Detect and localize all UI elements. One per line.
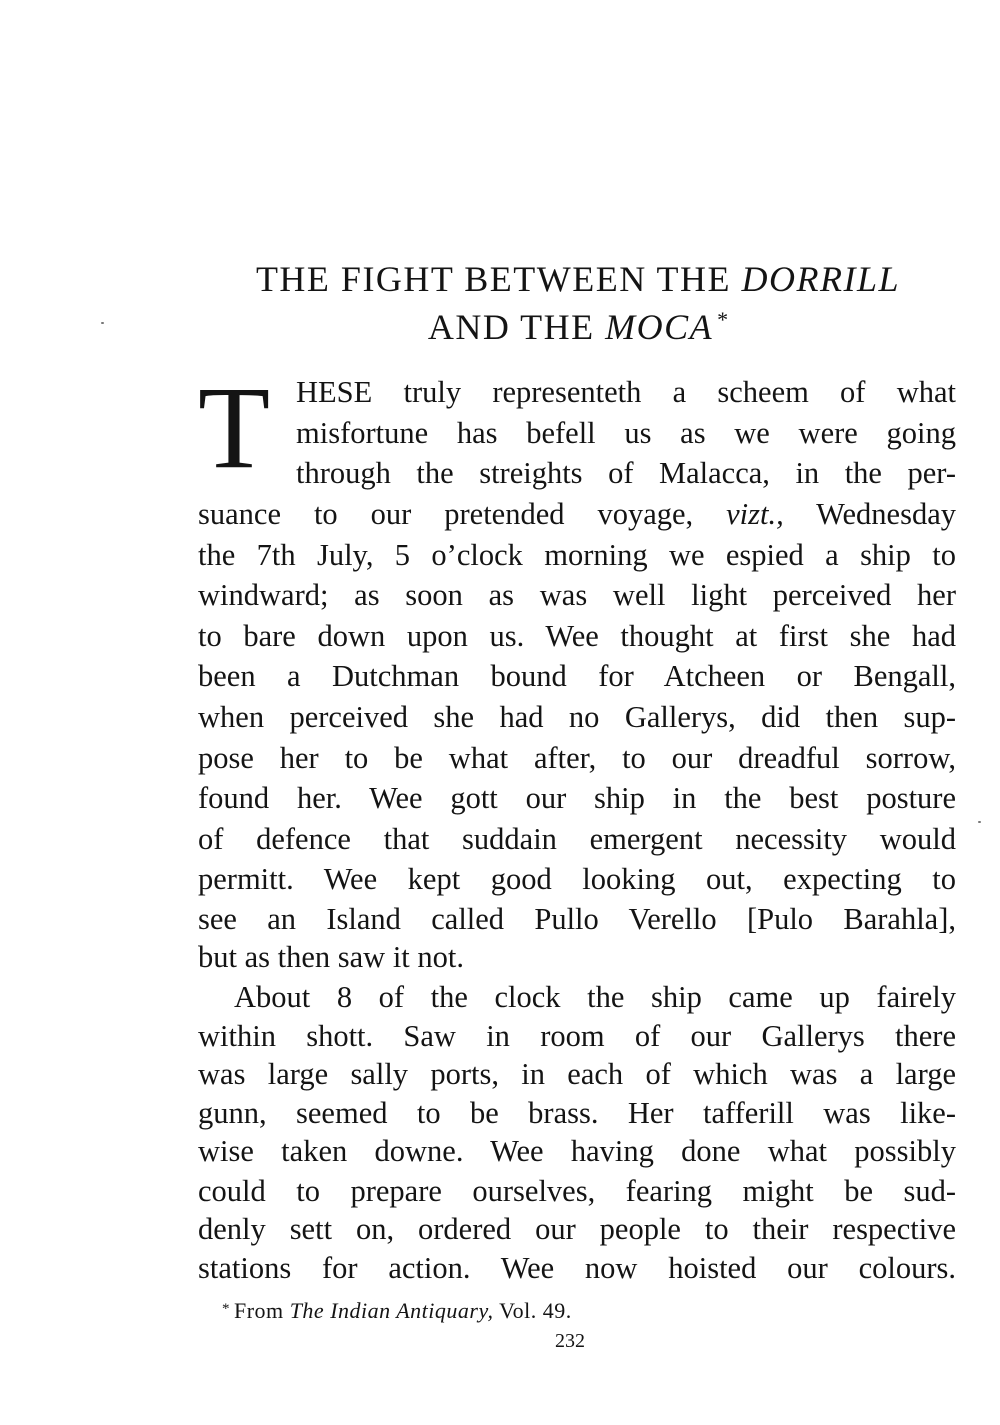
ship-name-moca: MOCA	[605, 307, 714, 347]
scan-speck	[978, 821, 981, 823]
text-line: within shott. Saw in room of our Gallerys there	[198, 1019, 956, 1053]
text-line	[198, 494, 956, 534]
text-line: was large sally ports, in each of which was a large	[198, 1057, 956, 1091]
text-line: see an Island called Pullo Verello [Pulo Barahla],	[198, 902, 956, 936]
text-line: windward; as soon as was well light perceived her	[198, 578, 956, 612]
drop-cap: T	[198, 362, 271, 493]
text-line: gunn, seemed to be brass. Her tafferill was like-	[198, 1096, 956, 1130]
text-line: could to prepare ourselves, fearing might be sud-	[198, 1174, 956, 1208]
title-text: THE FIGHT BETWEEN THE	[255, 259, 742, 299]
scan-speck	[101, 322, 104, 324]
footnote-marker: *	[717, 307, 729, 332]
text-line: been a Dutchman bound for Atcheen or Bengall,	[198, 659, 956, 693]
text-line: when perceived she had no Gallerys, did then sup-	[198, 700, 956, 734]
page-number: 232	[555, 1330, 585, 1352]
text-line: but as then saw it not.	[198, 940, 464, 974]
text-line: wise taken downe. Wee having done what possibly	[198, 1134, 956, 1168]
text-line: pose her to be what after, to our dreadful sorrow,	[198, 741, 956, 775]
italic-word: vizt.,	[726, 497, 784, 531]
ship-name-dorrill: DORRILL	[741, 259, 901, 299]
text-line: to bare down upon us. Wee thought at first she had	[198, 619, 956, 653]
text-line: HESE truly representeth a scheem of what	[296, 375, 956, 409]
text-line: permitt. Wee kept good looking out, expecting to	[198, 862, 956, 896]
text-line: denly sett on, ordered our people to their respective	[198, 1212, 956, 1246]
footnote-prefix: From	[234, 1298, 290, 1323]
text-line: stations for action. Wee now hoisted our colours.	[198, 1251, 956, 1285]
chapter-title-line-2	[196, 300, 960, 347]
text-line: found her. Wee gott our ship in the best posture	[198, 781, 956, 815]
text-line: the 7th July, 5 o’clock morning we espied a ship to	[198, 538, 956, 572]
footnote-source: The Indian Antiquary,	[289, 1298, 494, 1323]
title-text: AND THE	[427, 307, 606, 347]
text-segment: Wednesday	[783, 497, 956, 531]
chapter-title-line-1	[196, 259, 960, 299]
footnote-suffix: Vol. 49.	[493, 1298, 572, 1323]
footnote-marker: *	[222, 1301, 230, 1317]
text-segment: suance to our pretended voyage,	[198, 497, 727, 531]
footnote	[222, 1294, 572, 1326]
text-line: About 8 of the clock the ship came up fairely	[234, 980, 956, 1014]
text-line: misfortune has befell us as we were going	[296, 416, 956, 450]
text-line: through the streights of Malacca, in the per-	[296, 456, 956, 490]
text-line: of defence that suddain emergent necessity would	[198, 822, 956, 856]
